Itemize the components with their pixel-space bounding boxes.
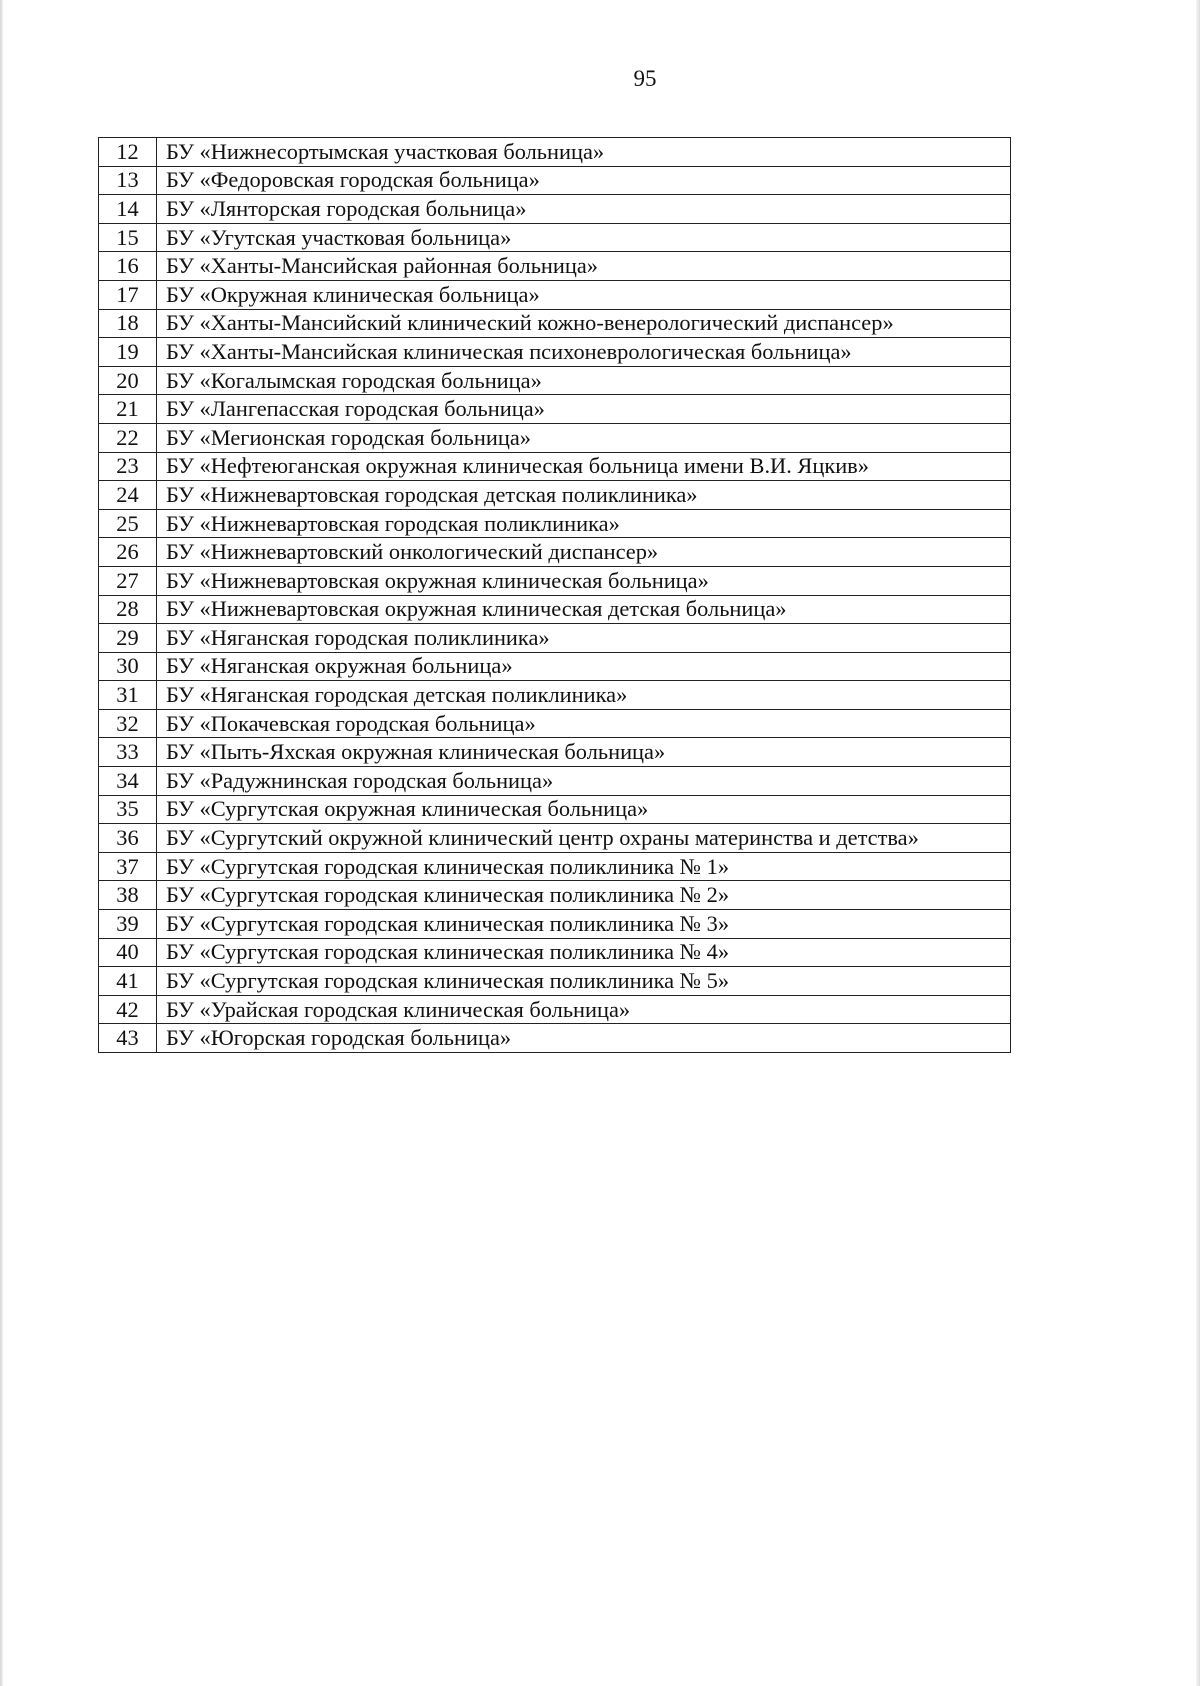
institution-name: БУ «Няганская городская детская поликлиника» xyxy=(157,681,1011,710)
table-row xyxy=(99,852,1011,881)
row-number: 40 xyxy=(99,938,157,967)
table-row xyxy=(99,309,1011,338)
institution-name: БУ «Сургутская городская клиническая поликлиника № 4» xyxy=(157,938,1011,967)
row-number: 14 xyxy=(99,195,157,224)
table-row xyxy=(99,452,1011,481)
institution-name: БУ «Нефтеюганская окружная клиническая больница имени В.И. Яцкив» xyxy=(157,452,1011,481)
row-number: 17 xyxy=(99,280,157,309)
institution-name: БУ «Югорская городская больница» xyxy=(157,1024,1011,1053)
row-number: 31 xyxy=(99,681,157,710)
row-number: 16 xyxy=(99,252,157,281)
institution-name: БУ «Ханты-Мансийский клинический кожно-венерологический диспансер» xyxy=(157,309,1011,338)
row-number: 18 xyxy=(99,309,157,338)
institution-name: БУ «Сургутская городская клиническая поликлиника № 3» xyxy=(157,910,1011,939)
institution-name: БУ «Сургутская городская клиническая поликлиника № 2» xyxy=(157,881,1011,910)
row-number: 34 xyxy=(99,767,157,796)
table-row xyxy=(99,795,1011,824)
institution-name: БУ «Федоровская городская больница» xyxy=(157,166,1011,195)
table-row xyxy=(99,366,1011,395)
table-row xyxy=(99,738,1011,767)
registry-table-body xyxy=(99,138,1011,1053)
institution-name: БУ «Сургутская городская клиническая поликлиника № 1» xyxy=(157,852,1011,881)
row-number: 26 xyxy=(99,538,157,567)
table-row xyxy=(99,195,1011,224)
institution-name: БУ «Угутская участковая больница» xyxy=(157,223,1011,252)
row-number: 29 xyxy=(99,624,157,653)
table-row xyxy=(99,423,1011,452)
row-number: 37 xyxy=(99,852,157,881)
institution-name: БУ «Нижневартовская городская поликлиника» xyxy=(157,509,1011,538)
row-number: 42 xyxy=(99,995,157,1024)
table-row xyxy=(99,538,1011,567)
table-row xyxy=(99,138,1011,167)
row-number: 30 xyxy=(99,652,157,681)
table-row xyxy=(99,395,1011,424)
table-row xyxy=(99,824,1011,853)
page-edge-right xyxy=(1196,0,1200,1686)
table-row xyxy=(99,624,1011,653)
institution-name: БУ «Нижневартовская окружная клиническая больница» xyxy=(157,566,1011,595)
institution-name: БУ «Ханты-Мансийская районная больница» xyxy=(157,252,1011,281)
page-number: 95 xyxy=(633,66,657,91)
institution-name: БУ «Нижнесортымская участковая больница» xyxy=(157,138,1011,167)
institution-name: БУ «Окружная клиническая больница» xyxy=(157,280,1011,309)
institution-name: БУ «Пыть-Яхская окружная клиническая больница» xyxy=(157,738,1011,767)
institution-name: БУ «Лянторская городская больница» xyxy=(157,195,1011,224)
row-number: 28 xyxy=(99,595,157,624)
row-number: 23 xyxy=(99,452,157,481)
institution-name: БУ «Сургутский окружной клинический центр охраны материнства и детства» xyxy=(157,824,1011,853)
row-number: 32 xyxy=(99,709,157,738)
institution-name: БУ «Урайская городская клиническая больница» xyxy=(157,995,1011,1024)
institution-name: БУ «Нижневартовская окружная клиническая детская больница» xyxy=(157,595,1011,624)
institution-name: БУ «Нижневартовская городская детская поликлиника» xyxy=(157,481,1011,510)
table-row xyxy=(99,767,1011,796)
row-number: 25 xyxy=(99,509,157,538)
table-row xyxy=(99,938,1011,967)
institution-name: БУ «Мегионская городская больница» xyxy=(157,423,1011,452)
institution-name: БУ «Сургутская окружная клиническая больница» xyxy=(157,795,1011,824)
table-row xyxy=(99,166,1011,195)
institution-name: БУ «Радужнинская городская больница» xyxy=(157,767,1011,796)
row-number: 36 xyxy=(99,824,157,853)
row-number: 33 xyxy=(99,738,157,767)
table-row xyxy=(99,967,1011,996)
table-row xyxy=(99,252,1011,281)
table-row xyxy=(99,595,1011,624)
table-row xyxy=(99,1024,1011,1053)
row-number: 24 xyxy=(99,481,157,510)
institution-name: БУ «Лангепасская городская больница» xyxy=(157,395,1011,424)
table-row xyxy=(99,995,1011,1024)
row-number: 19 xyxy=(99,338,157,367)
table-row xyxy=(99,223,1011,252)
hospital-registry-table xyxy=(98,137,1011,1053)
institution-name: БУ «Сургутская городская клиническая поликлиника № 5» xyxy=(157,967,1011,996)
row-number: 43 xyxy=(99,1024,157,1053)
row-number: 38 xyxy=(99,881,157,910)
row-number: 41 xyxy=(99,967,157,996)
table-row xyxy=(99,881,1011,910)
page-edge-left xyxy=(0,0,3,1686)
institution-name: БУ «Покачевская городская больница» xyxy=(157,709,1011,738)
table-row xyxy=(99,652,1011,681)
row-number: 15 xyxy=(99,223,157,252)
institution-name: БУ «Няганская окружная больница» xyxy=(157,652,1011,681)
row-number: 27 xyxy=(99,566,157,595)
table-row xyxy=(99,566,1011,595)
table-row xyxy=(99,481,1011,510)
row-number: 39 xyxy=(99,910,157,939)
institution-name: БУ «Няганская городская поликлиника» xyxy=(157,624,1011,653)
row-number: 13 xyxy=(99,166,157,195)
table-row xyxy=(99,709,1011,738)
row-number: 21 xyxy=(99,395,157,424)
table-row xyxy=(99,509,1011,538)
table-row xyxy=(99,280,1011,309)
institution-name: БУ «Нижневартовский онкологический диспансер» xyxy=(157,538,1011,567)
table-row xyxy=(99,681,1011,710)
row-number: 12 xyxy=(99,138,157,167)
institution-name: БУ «Ханты-Мансийская клиническая психоневрологическая больница» xyxy=(157,338,1011,367)
table-row xyxy=(99,338,1011,367)
table-row xyxy=(99,910,1011,939)
institution-name: БУ «Когалымская городская больница» xyxy=(157,366,1011,395)
row-number: 20 xyxy=(99,366,157,395)
row-number: 35 xyxy=(99,795,157,824)
row-number: 22 xyxy=(99,423,157,452)
